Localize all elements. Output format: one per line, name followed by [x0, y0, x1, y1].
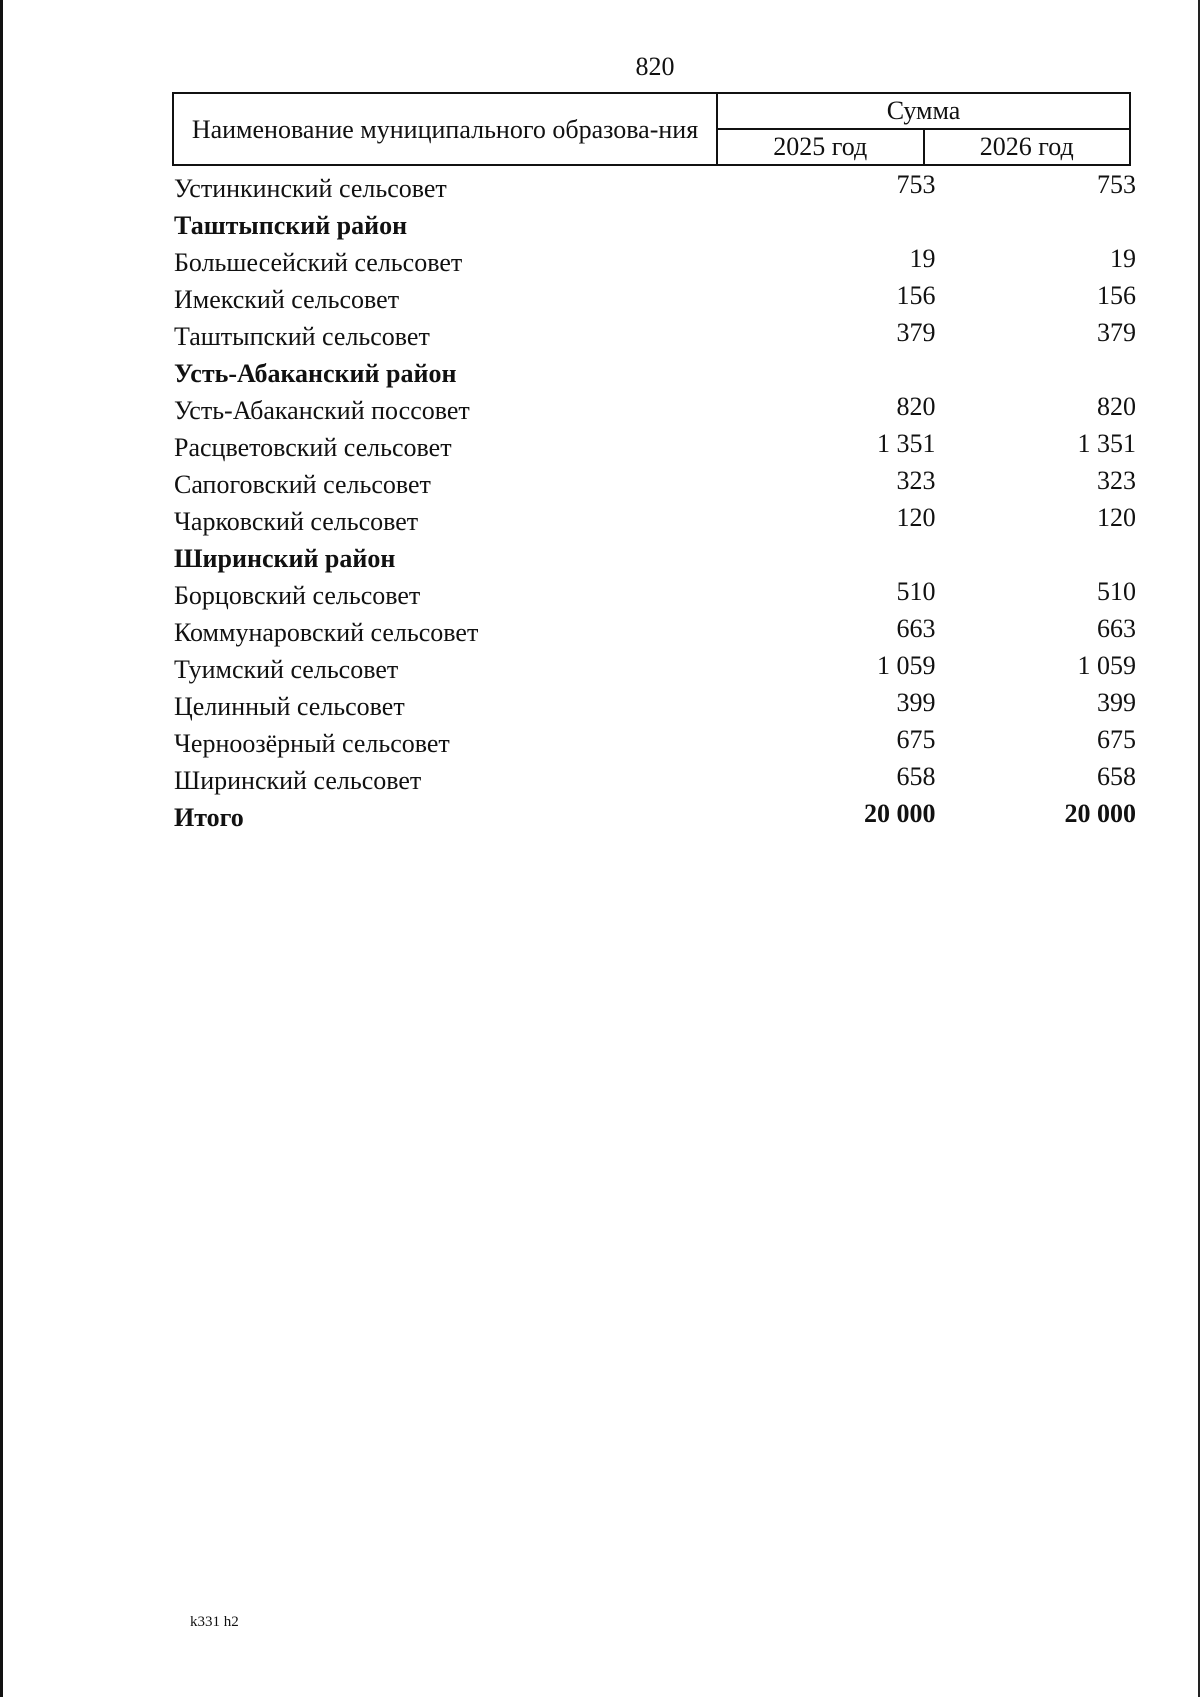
- row-value-2026: 753: [1097, 170, 1136, 199]
- row-value-2025: 663: [896, 614, 936, 643]
- row-name-cell: Итого: [174, 803, 244, 832]
- row-value-2026: 658: [1097, 762, 1136, 791]
- row-name-cell: Расцветовский сельсовет: [174, 433, 452, 462]
- row-value-2026: 379: [1097, 318, 1136, 347]
- table-row: [174, 501, 1136, 538]
- column-header-2025: 2025 год: [717, 129, 924, 165]
- row-name-cell: Ширинский сельсовет: [174, 766, 422, 795]
- table-row: [174, 316, 1136, 353]
- footer-code: k331 h2: [190, 1614, 239, 1630]
- row-value-2025: 1 351: [876, 429, 936, 458]
- row-value-2026: 675: [1097, 725, 1136, 754]
- row-value-2025: 323: [896, 466, 936, 495]
- row-name-cell: Ширинский район: [174, 544, 396, 573]
- table-row: [174, 464, 1136, 501]
- column-header-2026: 2026 год: [924, 129, 1131, 165]
- row-value-2026: 1 351: [1077, 429, 1136, 458]
- row-value-2026: 399: [1097, 688, 1136, 717]
- row-name-cell: Чарковский сельсовет: [174, 507, 419, 536]
- table-row: [174, 649, 1136, 686]
- column-header-sum: Сумма: [717, 93, 1130, 129]
- row-value-2025: 20 000: [863, 799, 936, 828]
- row-name-cell: Усть-Абаканский район: [174, 359, 457, 388]
- row-value-2025: 753: [896, 170, 936, 199]
- row-value-2025: 1 059: [876, 651, 936, 680]
- row-value-2025: 658: [896, 762, 936, 791]
- row-value-2025: 120: [896, 503, 936, 532]
- table-row: [174, 760, 1136, 797]
- row-value-2026: [935, 538, 1136, 575]
- row-value-2025: 820: [896, 392, 936, 421]
- row-value-2026: 323: [1097, 466, 1136, 495]
- table-row: [174, 723, 1136, 760]
- row-value-2025: 19: [909, 244, 936, 273]
- row-name-cell: Борцовский сельсовет: [174, 581, 421, 610]
- row-value-2025: 510: [896, 577, 936, 606]
- row-value-2025: 399: [896, 688, 936, 717]
- table-row: [174, 205, 1136, 242]
- table-row: [174, 797, 1136, 834]
- data-table: [174, 168, 1136, 834]
- table-row: [174, 427, 1136, 464]
- row-name-cell: Усть-Абаканский поссовет: [174, 396, 470, 425]
- row-value-2026: 820: [1097, 392, 1136, 421]
- row-name-cell: Таштыпский район: [174, 211, 408, 240]
- table-row: [174, 168, 1136, 205]
- table-row: [174, 612, 1136, 649]
- row-name-cell: Таштыпский сельсовет: [174, 322, 430, 351]
- row-name-cell: Устинкинский сельсовет: [174, 174, 447, 203]
- table-row: [174, 538, 1136, 575]
- row-value-2026: [935, 353, 1136, 390]
- table-row: [174, 390, 1136, 427]
- row-value-2026: [935, 205, 1136, 242]
- row-name-cell: Туимский сельсовет: [174, 655, 399, 684]
- table-row: [174, 575, 1136, 612]
- row-value-2025: 379: [896, 318, 936, 347]
- row-value-2025: [721, 205, 936, 242]
- row-name-cell: Большесейский сельсовет: [174, 248, 463, 277]
- row-name-cell: Целинный сельсовет: [174, 692, 405, 721]
- row-value-2026: 663: [1097, 614, 1136, 643]
- row-name-cell: Имекский сельсовет: [174, 285, 400, 314]
- row-name-cell: Черноозёрный сельсовет: [174, 729, 450, 758]
- table-row: [174, 279, 1136, 316]
- row-value-2026: 1 059: [1077, 651, 1136, 680]
- row-value-2026: 510: [1097, 577, 1136, 606]
- row-value-2026: 20 000: [1064, 799, 1136, 828]
- row-value-2025: [721, 353, 936, 390]
- row-value-2025: 156: [896, 281, 936, 310]
- row-value-2025: [721, 538, 936, 575]
- table-row: [174, 686, 1136, 723]
- row-value-2026: 156: [1097, 281, 1136, 310]
- row-value-2026: 120: [1097, 503, 1136, 532]
- table-header: [172, 92, 1131, 166]
- table-row: [174, 353, 1136, 390]
- table-row: [174, 242, 1136, 279]
- column-header-name: Наименование муниципального образова-ния: [173, 93, 717, 165]
- row-name-cell: Коммунаровский сельсовет: [174, 618, 479, 647]
- row-value-2025: 675: [896, 725, 936, 754]
- page-left-edge: [0, 0, 3, 1697]
- row-value-2026: 19: [1110, 244, 1136, 273]
- table-body: [174, 168, 1136, 834]
- page-number: 820: [635, 52, 675, 81]
- row-name-cell: Сапоговский сельсовет: [174, 470, 431, 499]
